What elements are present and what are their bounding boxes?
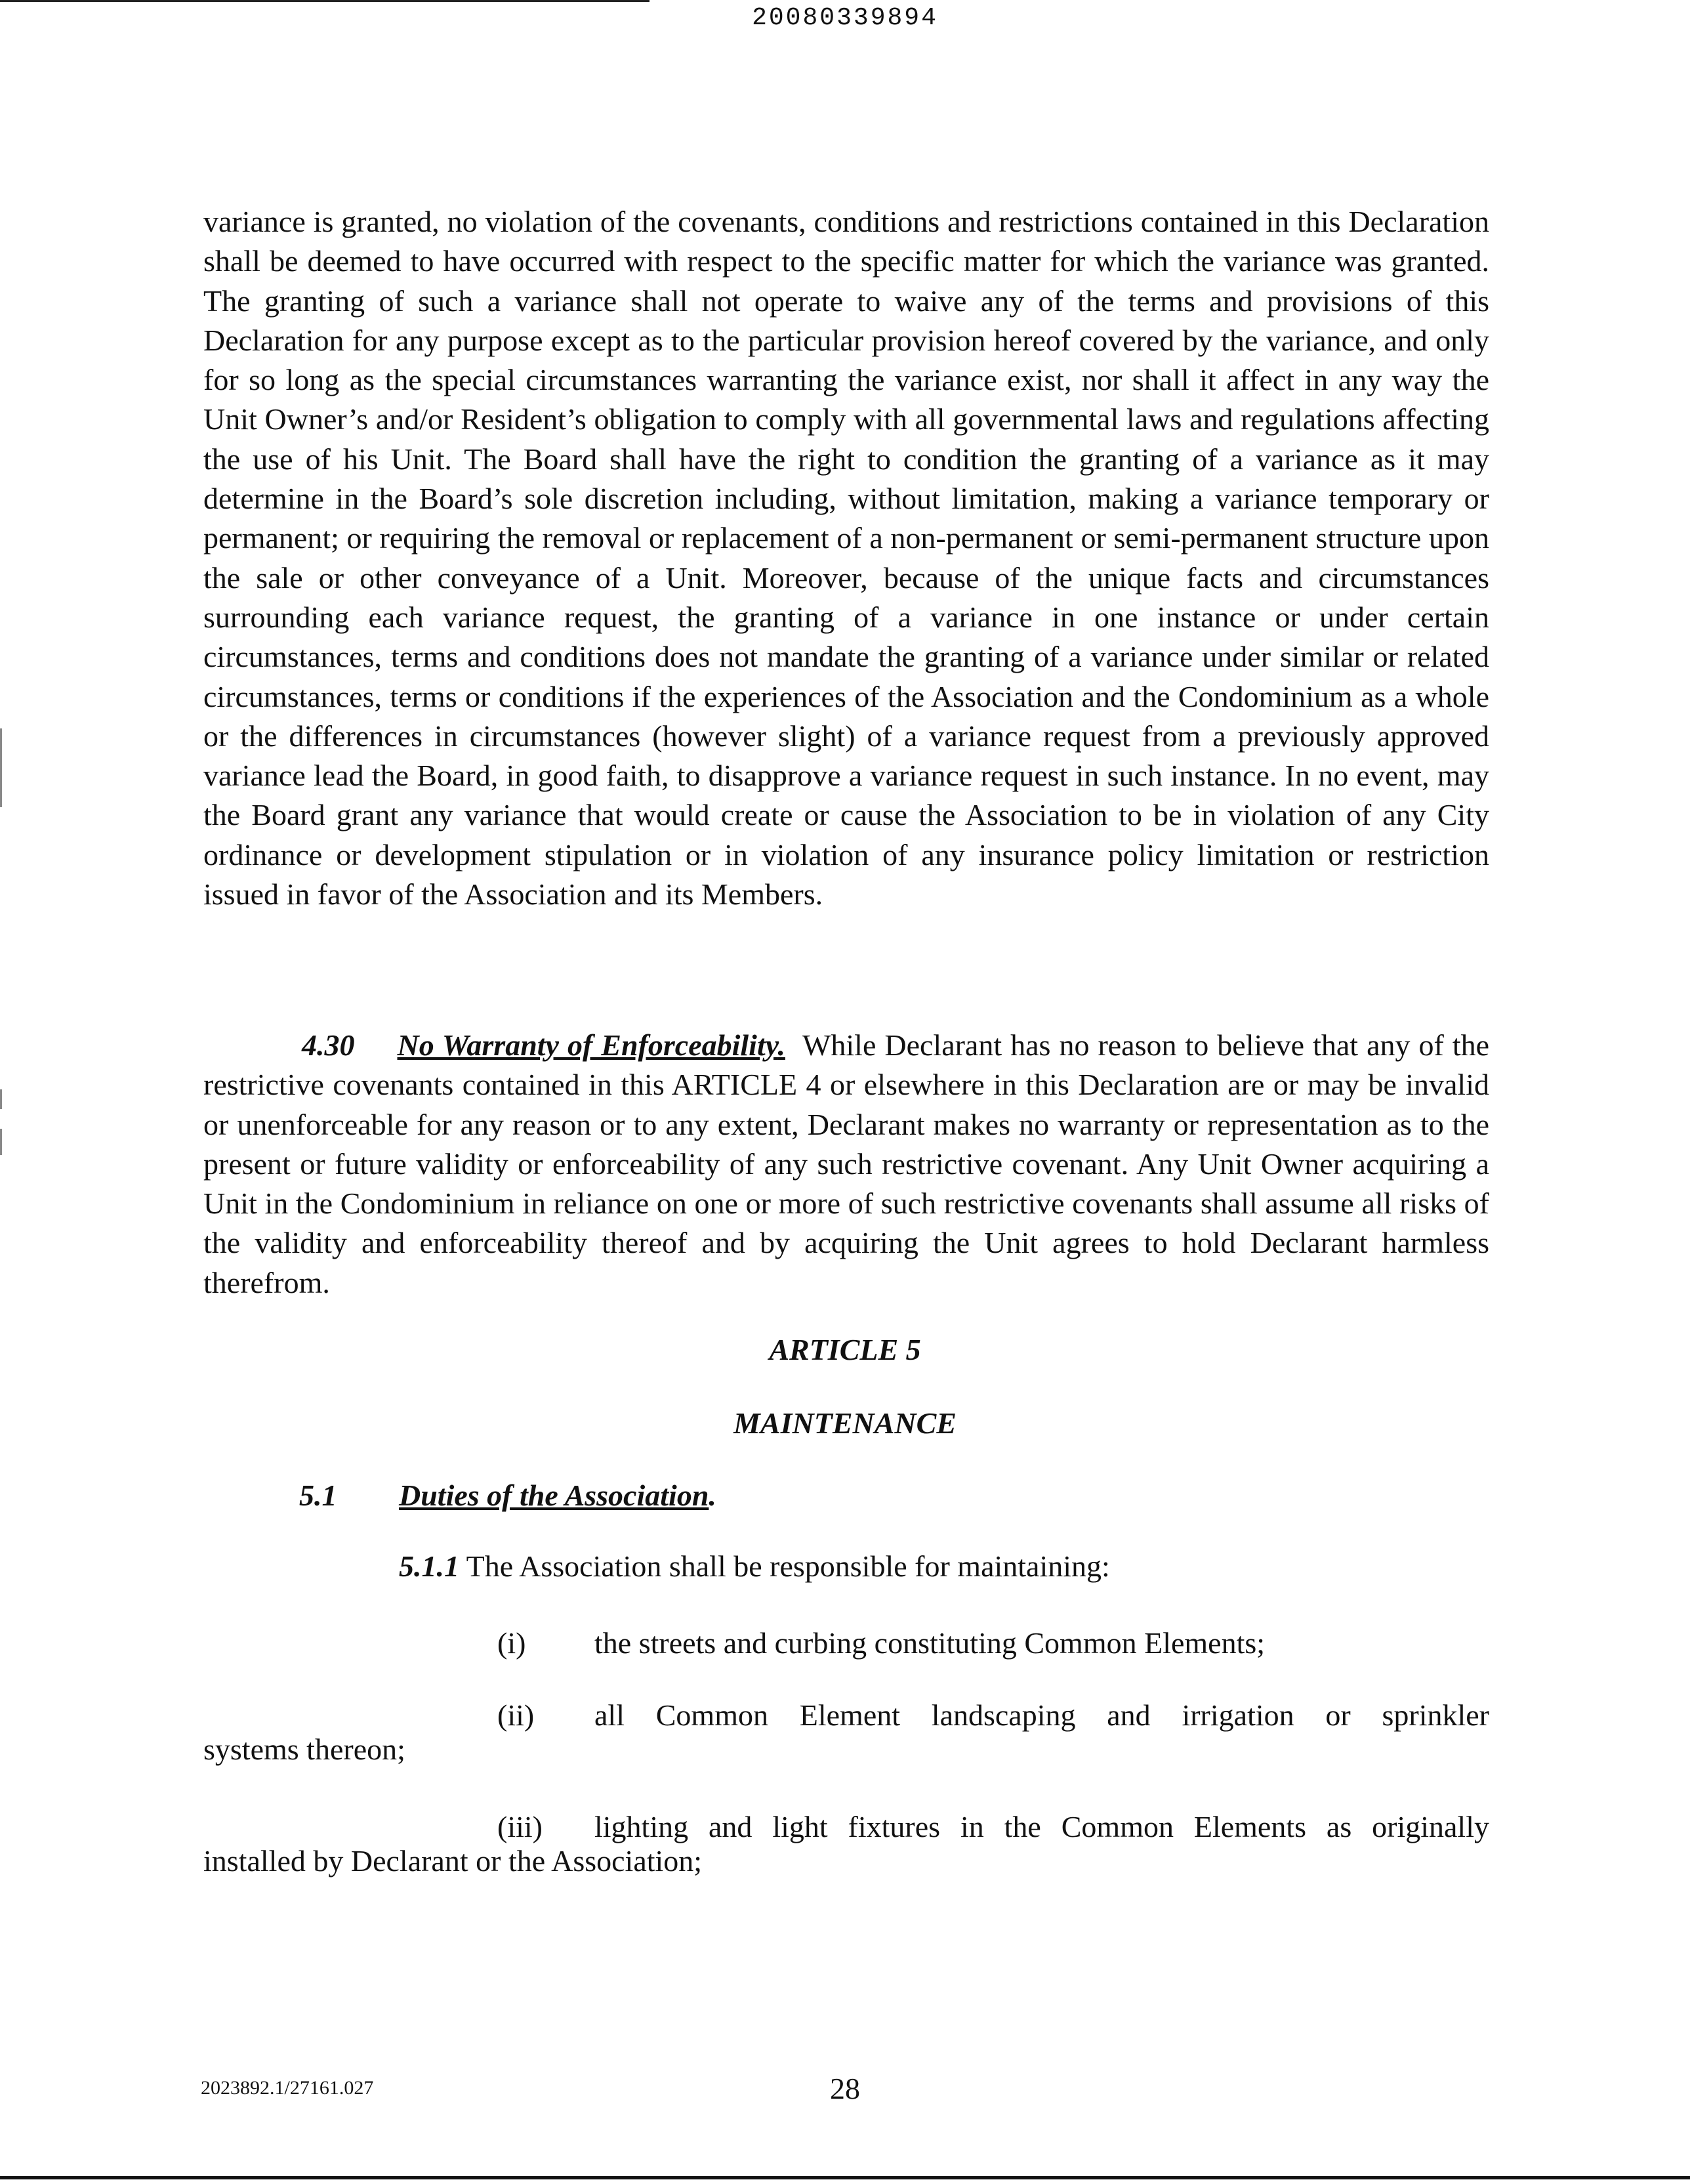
section-5-1-title: Duties of the Association — [399, 1479, 709, 1512]
footer-document-id: 2023892.1/27161.027 — [201, 2077, 374, 2099]
section-4-30-text: While Declarant has no reason to believe that any of the restrictive covenants contained in this ARTICLE 4 or elsewhere in this Declaration are or may be invalid or unenforceable for any reason or to any extent, Declarant makes no warranty or representation as to the present or future validity or enforceability of any such restrictive covenant. Any Unit Owner acquiring a Unit in the Condominium in reliance on one or more of such restrictive covenants shall assume all risks of the validity and enforceability thereof and by acquiring the Unit agrees to hold Declarant harmless therefrom. — [203, 1028, 1490, 1299]
scan-margin-mark — [0, 1089, 2, 1109]
document-number: 20080339894 — [752, 4, 938, 32]
list-item — [203, 1626, 1489, 1660]
scan-margin-mark — [0, 1129, 2, 1155]
list-item-text: the streets and curbing constituting Common Elements; — [594, 1626, 1266, 1660]
section-4-30-paragraph — [203, 1026, 1489, 1303]
top-rule — [0, 0, 649, 2]
list-item-text: all Common Element landscaping and irrigation or sprinkler — [594, 1698, 1489, 1732]
article-heading: ARTICLE 5 — [769, 1333, 921, 1366]
list-item-continuation: systems thereon; — [203, 1732, 405, 1766]
section-4-30-title-period: . — [777, 1028, 785, 1062]
continuation-paragraph: variance is granted, no violation of the covenants, conditions and restrictions contained in this Declaration shall be deemed to have occurred with respect to the specific matter for which the variance was granted. The granting of such a variance shall not operate to waive any of the terms and provisions of this Declaration for any purpose except as to the particular provision hereof covered by the variance, and only for so long as the special circumstances warranting the variance exist, nor shall it affect in any way the Unit Owner’s and/or Resident’s obligation to comply with all governmental laws and regulations affecting the use of his Unit. The Board shall have the right to condition the granting of a variance as it may determine in the Board’s sole discretion including, without limitation, making a variance temporary or permanent; or requiring the removal or replacement of a non-permanent or semi-permanent structure upon the sale or other conveyance of a Unit. Moreover, because of the unique facts and circumstances surrounding each variance request, the granting of a variance in one instance or under certain circumstances, terms and conditions does not mandate the granting of a variance under similar or related circumstances, terms or conditions if the experiences of the Association and the Condominium as a whole or the differences in circumstances (however slight) of a variance request from a previously approved variance lead the Board, in good faith, to disapprove a variance request in such instance. In no event, may the Board grant any variance that would create or cause the Association to be in violation of any City ordinance or development stipulation or in violation of any insurance policy limitation or restriction issued in favor of the Association and its Members. — [203, 205, 1489, 912]
list-item — [203, 1810, 1489, 1878]
section-4-30-title: No Warranty of Enforceability — [397, 1028, 778, 1062]
list-item-text: lighting and light fixtures in the Common Elements as originally — [594, 1810, 1489, 1843]
section-5-1-1-text: The Association shall be responsible for maintaining: — [466, 1549, 1110, 1583]
list-item-continuation: installed by Declarant or the Association; — [203, 1844, 703, 1878]
section-5-1-1-number: 5.1.1 — [399, 1549, 459, 1583]
list-item-label: (ii) — [497, 1698, 535, 1732]
section-5-1-number: 5.1 — [299, 1479, 337, 1512]
bottom-rule — [0, 2176, 1690, 2179]
scan-margin-mark — [0, 728, 2, 807]
section-5-1-1 — [399, 1549, 1110, 1584]
article-title: MAINTENANCE — [733, 1406, 957, 1440]
list-item-label: (i) — [497, 1626, 526, 1660]
section-5-1-period: . — [709, 1479, 716, 1512]
list-item-label: (iii) — [497, 1810, 543, 1843]
section-4-30-number: 4.30 — [302, 1028, 355, 1062]
page-number: 28 — [830, 2072, 860, 2105]
list-item — [203, 1698, 1489, 1767]
section-5-1-heading — [399, 1478, 716, 1513]
